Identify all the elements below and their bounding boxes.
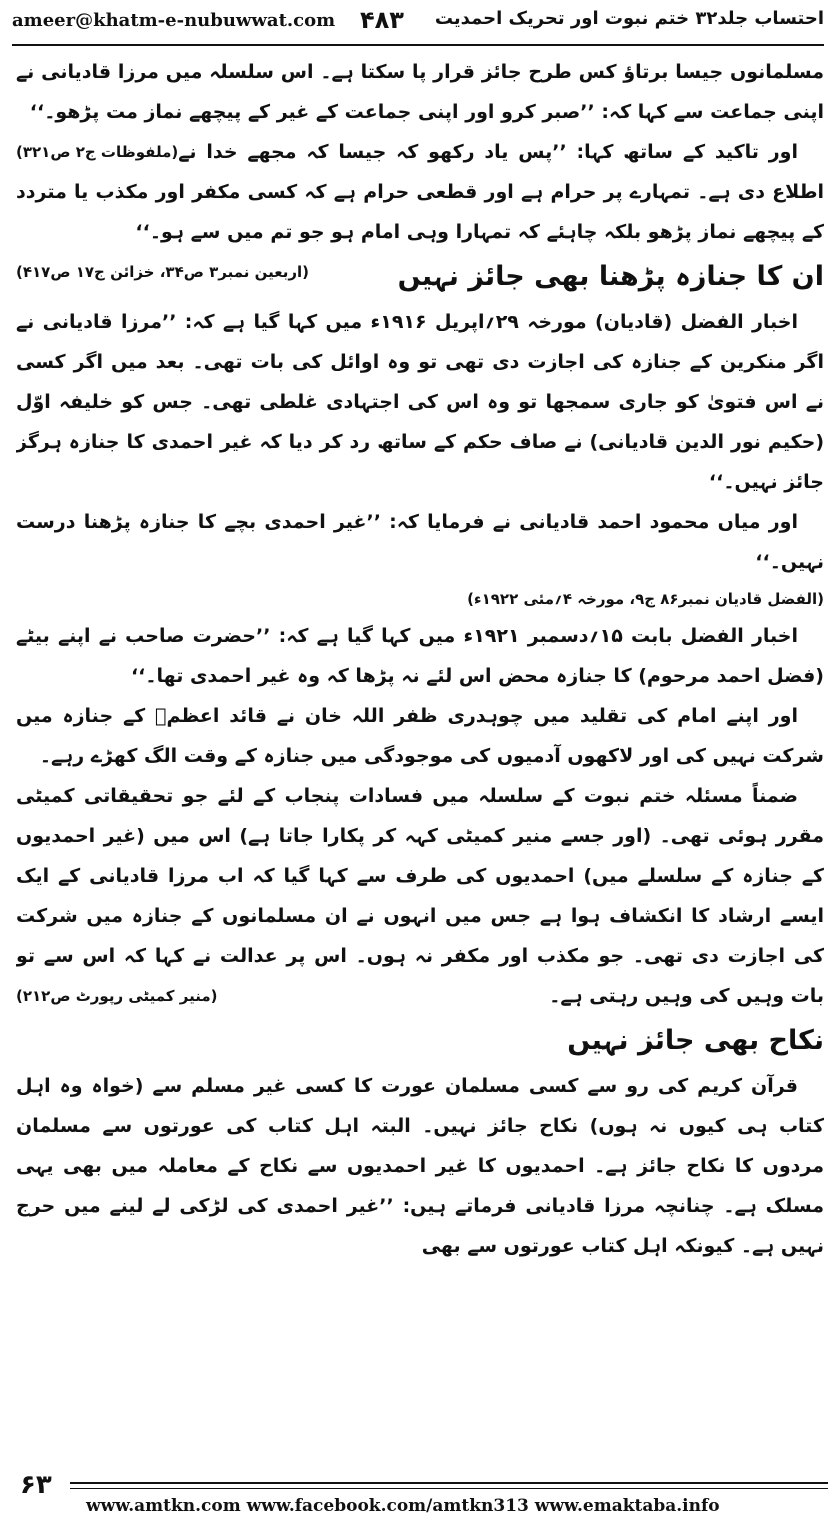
page-footer: [10, 1468, 828, 1528]
header-email: ameer@khatm-e-nubuwwat.com: [12, 10, 336, 31]
footer-page-number: ۶۳: [20, 1470, 52, 1500]
paragraph-7-text: ضمناً مسئلہ ختم نبوت کے سلسلہ میں فسادات پنجاب کے لئے جو تحقیقاتی کمیٹی مقرر ہوئی تھی۔ (اور جسے منیر کمیٹی کہہ کر پکارا جاتا ہے) اس میں (غیر احمدیوں کے جنازہ کے سلسلے میں) احمدیوں کی طرف سے کہا گیا کہ اب مرزا قادیانی کے ایک ایسے ارشاد کا انکشاف ہوا ہے جس میں انہوں نے ان مسلمانوں کے جنازہ میں شرکت کی اجازت دی تھی۔ جو مکذب اور مکفر نہ ہوں۔ اس پر عدالت نے کہا کہ اس سے تو بات وہیں کی وہیں رہتی ہے۔: [16, 785, 824, 1007]
paragraph-5: اخبار الفضل بابت ۱۵؍دسمبر ۱۹۲۱ء میں کہا گیا ہے کہ: ’’حضرت صاحب نے اپنے بیٹے (فضل احمد مرحوم) کا جنازہ محض اس لئے نہ پڑھا کہ وہ غیر احمدی تھا۔‘‘: [16, 625, 824, 687]
paragraph-1-text: مسلمانوں جیسا برتاؤ کس طرح جائز قرار پا سکتا ہے۔ اس سلسلہ میں مرزا قادیانی نے اپنی جماعت سے کہا کہ: ’’صبر کرو اور اپنی جماعت کے غیر کے پیچھے نماز مت پڑھو۔‘‘: [16, 61, 824, 123]
paragraph-2-reference: (اربعین نمبر۳ ص۳۴، خزائن ج۱۷ ص۴۱۷): [16, 263, 310, 281]
paragraph-4: اور میاں محمود احمد قادیانی نے فرمایا کہ: ’’غیر احمدی بچے کا جنازہ پڑھنا درست نہیں۔‘‘: [16, 511, 824, 573]
footer-websites: www.amtkn.com www.facebook.com/amtkn313 www.emaktaba.info: [86, 1496, 720, 1516]
footer-page-box: [10, 1468, 80, 1510]
paragraph-1-reference: (ملفوظات ج۲ ص۳۲۱): [16, 143, 179, 161]
paragraph-6: اور اپنے امام کی تقلید میں چوہدری ظفر اللہ خان نے قائد اعظمؒ کے جنازہ میں شرکت نہیں کی اور لاکھوں آدمیوں کی موجودگی میں جنازہ کے وقت الگ کھڑے رہے۔: [16, 705, 824, 767]
header-page-number: ۴۸۳: [360, 6, 404, 34]
paragraph-7: [16, 776, 824, 1016]
paragraph-3: اخبار الفضل (قادیان) مورخہ ۲۹؍اپریل ۱۹۱۶ء میں کہا گیا ہے کہ: ’’مرزا قادیانی نے اگر منکرین کے جنازہ کی اجازت دی تھی تو وہ اوائل کی بات تھی۔ بعد میں اگر کسی نے اس فتویٰ کو جاری سمجھا تو وہ اس کی اجتہادی غلطی تھی۔ جس کو خلیفہ اوّل (حکیم نور الدین قادیانی) نے صاف حکم کے ساتھ رد کر دیا کہ غیر احمدی کا جنازہ ہرگز جائز نہیں۔‘‘: [16, 311, 824, 493]
header-book-title: احتساب جلد۳۲ ختم نبوت اور تحریک احمدیت: [434, 8, 824, 29]
paragraph-4-reference: (الفضل قادیان نمبر۸۶ ج۹، مورخہ ۴؍مئی ۱۹۲۲ء): [467, 590, 824, 608]
paragraph-1: [16, 52, 824, 161]
paragraph-7-reference: (منیر کمیٹی رپورٹ ص۲۱۲): [16, 987, 218, 1005]
heading-funeral: ان کا جنازہ پڑھنا بھی جائز نہیں: [397, 261, 824, 292]
footer-rule-thick: [70, 1482, 828, 1484]
page-header: [12, 6, 824, 46]
page-body: [16, 52, 824, 1457]
header-rule: [12, 44, 824, 46]
paragraph-8: قرآن کریم کی رو سے کسی مسلمان عورت کا کسی غیر مسلم سے (خواہ وہ اہل کتاب ہی کیوں نہ ہوں) نکاح جائز نہیں۔ البتہ اہل کتاب کی عورتوں سے مسلمان مردوں کا نکاح جائز ہے۔ احمدیوں کا غیر احمدیوں سے نکاح کے معاملہ میں بھی یہی مسلک ہے۔ چنانچہ مرزا قادیانی فرماتے ہیں: ’’غیر احمدی کی لڑکی لے لینے میں حرج نہیں ہے۔ کیونکہ اہل کتاب عورتوں سے بھی: [16, 1075, 824, 1257]
paragraph-2-text: اور تاکید کے ساتھ کہا: ’’پس یاد رکھو کہ جیسا کہ مجھے خدا نے اطلاع دی ہے۔ تمہارے پر حرام ہے اور قطعی حرام ہے کہ کسی مکفر اور مکذب یا متردد کے پیچھے نماز پڑھو بلکہ چاہئے کہ تمہارا وہی امام ہو جو تم میں سے ہو۔‘‘: [16, 141, 824, 243]
heading-nikah: نکاح بھی جائز نہیں: [567, 1025, 824, 1056]
footer-rule-thin: [70, 1488, 828, 1489]
